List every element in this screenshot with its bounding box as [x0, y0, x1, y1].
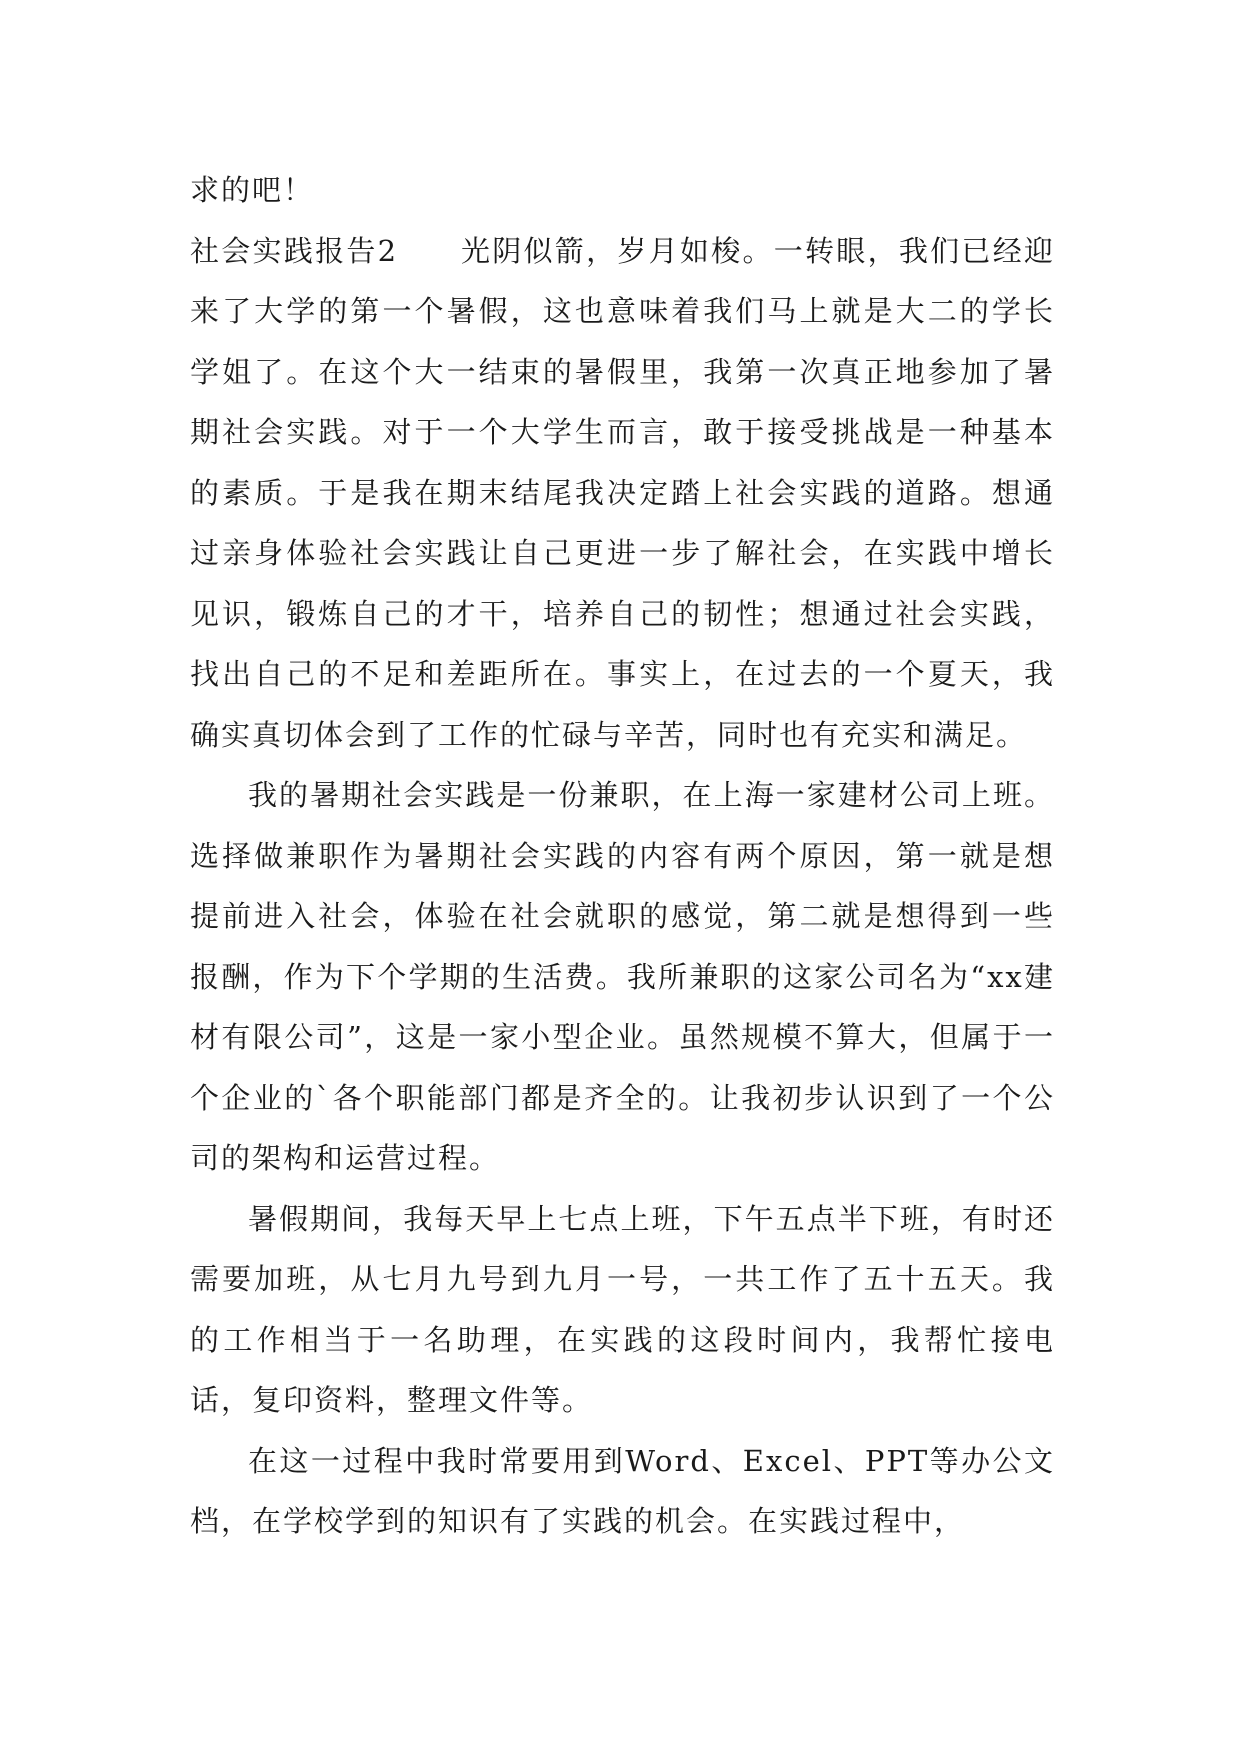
paragraph-4: 在这一过程中我时常要用到Word、Excel、PPT等办公文档，在学校学到的知识有了实践的机会。在实践过程中， — [190, 1443, 1055, 1538]
paragraph-2: 我的暑期社会实践是一份兼职，在上海一家建材公司上班。选择做兼职作为暑期社会实践的内容有两个原因，第一就是想提前进入社会，体验在社会就职的感觉，第二就是想得到一些报酬，作为下个学期的生活费。我所兼职的这家公司名为“xx建材有限公司”，这是一家小型企业。虽然规模不算大，但属于一个企业的`各个职能部门都是齐全的。让我初步认识到了一个公司的架构和运营过程。 — [190, 778, 1055, 1175]
paragraph-1-text: 光阴似箭，岁月如梭。一转眼，我们已经迎来了大学的第一个暑假，这也意味着我们马上就是大二的学长学姐了。在这个大一结束的暑假里，我第一次真正地参加了暑期社会实践。对于一个大学生而言，敢于接受挑战是一种基本的素质。于是我在期末结尾我决定踏上社会实践的道路。想通过亲身体验社会实践让自己更进一步了解社会，在实践中增长见识，锻炼自己的才干，培养自己的韧性；想通过社会实践，找出自己的不足和差距所在。事实上，在过去的一个夏天，我确实真切体会到了工作的忙碌与辛苦，同时也有充实和满足。 — [190, 233, 1055, 752]
section-title: 社会实践报告2 — [190, 233, 399, 268]
paragraph-1 — [190, 221, 1055, 766]
document-page — [190, 160, 1055, 1552]
report-body — [190, 221, 1055, 1552]
paragraph-3: 暑假期间，我每天早上七点上班，下午五点半下班，有时还需要加班，从七月九号到九月一号，一共工作了五十五天。我的工作相当于一名助理，在实践的这段时间内，我帮忙接电话，复印资料，整理文件等。 — [190, 1201, 1055, 1417]
continuation-line: 求的吧！ — [190, 173, 315, 207]
